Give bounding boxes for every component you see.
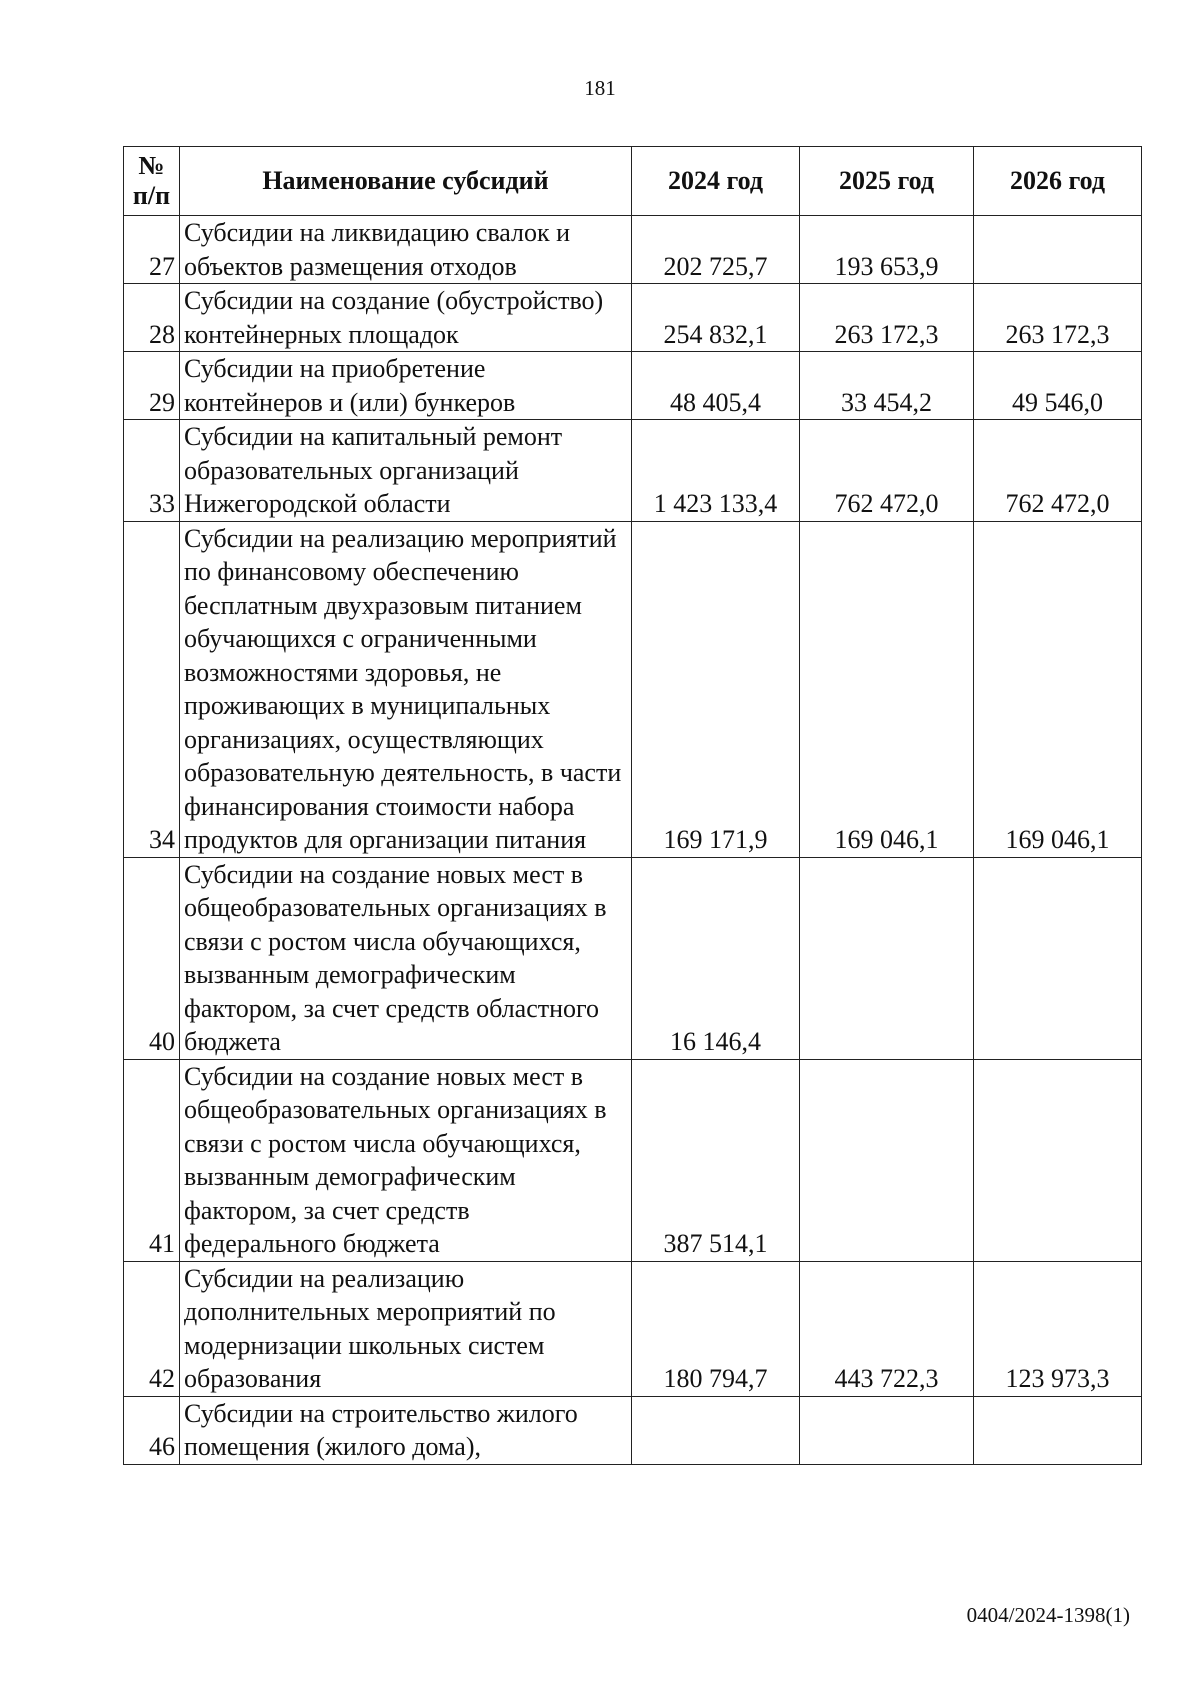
value-2024: 48 405,4 xyxy=(632,352,800,420)
header-name: Наименование субсидий xyxy=(180,147,632,216)
value-2026 xyxy=(974,1396,1142,1464)
table-row xyxy=(124,420,1142,522)
value-2024: 202 725,7 xyxy=(632,216,800,284)
value-2024: 169 171,9 xyxy=(632,521,800,857)
value-2024 xyxy=(632,1396,800,1464)
value-2024: 180 794,7 xyxy=(632,1261,800,1396)
header-number: № п/п xyxy=(124,147,180,216)
row-name: Субсидии на строительство жилого помещения (жилого дома), xyxy=(180,1396,632,1464)
value-2025: 193 653,9 xyxy=(800,216,974,284)
row-name: Субсидии на создание новых мест в общеобразовательных организациях в связи с ростом числа обучающихся, вызванным демографическим фактором, за счет средств областного бюджета xyxy=(180,857,632,1059)
row-name: Субсидии на ликвидацию свалок и объектов размещения отходов xyxy=(180,216,632,284)
row-name: Субсидии на создание новых мест в общеобразовательных организациях в связи с ростом числа обучающихся, вызванным демографическим фактором, за счет средств федерального бюджета xyxy=(180,1059,632,1261)
table-header-row xyxy=(124,147,1142,216)
header-2026: 2026 год xyxy=(974,147,1142,216)
row-name: Субсидии на реализацию мероприятий по финансовому обеспечению бесплатным двухразовым питанием обучающихся с ограниченными возможностями здоровья, не проживающих в муниципальных организациях, осуществляющих образовательную деятельность, в части финансирования стоимости набора продуктов для организации питания xyxy=(180,521,632,857)
value-2025: 263 172,3 xyxy=(800,284,974,352)
table-row xyxy=(124,1396,1142,1464)
value-2026: 169 046,1 xyxy=(974,521,1142,857)
value-2026 xyxy=(974,857,1142,1059)
value-2024: 1 423 133,4 xyxy=(632,420,800,522)
value-2025: 443 722,3 xyxy=(800,1261,974,1396)
value-2025: 762 472,0 xyxy=(800,420,974,522)
header-2025: 2025 год xyxy=(800,147,974,216)
value-2024: 387 514,1 xyxy=(632,1059,800,1261)
row-name: Субсидии на капитальный ремонт образовательных организаций Нижегородской области xyxy=(180,420,632,522)
value-2026 xyxy=(974,216,1142,284)
value-2024: 16 146,4 xyxy=(632,857,800,1059)
value-2025 xyxy=(800,857,974,1059)
value-2024: 254 832,1 xyxy=(632,284,800,352)
table-row xyxy=(124,857,1142,1059)
table-row xyxy=(124,1261,1142,1396)
row-number: 29 xyxy=(124,352,180,420)
value-2026 xyxy=(974,1059,1142,1261)
header-2024: 2024 год xyxy=(632,147,800,216)
value-2026: 49 546,0 xyxy=(974,352,1142,420)
value-2026: 263 172,3 xyxy=(974,284,1142,352)
row-number: 41 xyxy=(124,1059,180,1261)
row-number: 27 xyxy=(124,216,180,284)
table-row xyxy=(124,521,1142,857)
table-row xyxy=(124,284,1142,352)
table-row xyxy=(124,352,1142,420)
row-number: 28 xyxy=(124,284,180,352)
row-number: 33 xyxy=(124,420,180,522)
value-2025: 169 046,1 xyxy=(800,521,974,857)
table-row xyxy=(124,1059,1142,1261)
value-2026: 123 973,3 xyxy=(974,1261,1142,1396)
row-name: Субсидии на реализацию дополнительных мероприятий по модернизации школьных систем образования xyxy=(180,1261,632,1396)
value-2025: 33 454,2 xyxy=(800,352,974,420)
row-name: Субсидии на создание (обустройство) контейнерных площадок xyxy=(180,284,632,352)
table-row xyxy=(124,216,1142,284)
row-number: 40 xyxy=(124,857,180,1059)
value-2025 xyxy=(800,1396,974,1464)
subsidies-table xyxy=(123,146,1142,1465)
value-2025 xyxy=(800,1059,974,1261)
value-2026: 762 472,0 xyxy=(974,420,1142,522)
page-number: 181 xyxy=(584,76,616,100)
document-code: 0404/2024-1398(1) xyxy=(966,1603,1130,1627)
row-number: 42 xyxy=(124,1261,180,1396)
row-number: 46 xyxy=(124,1396,180,1464)
row-name: Субсидии на приобретение контейнеров и (или) бункеров xyxy=(180,352,632,420)
row-number: 34 xyxy=(124,521,180,857)
